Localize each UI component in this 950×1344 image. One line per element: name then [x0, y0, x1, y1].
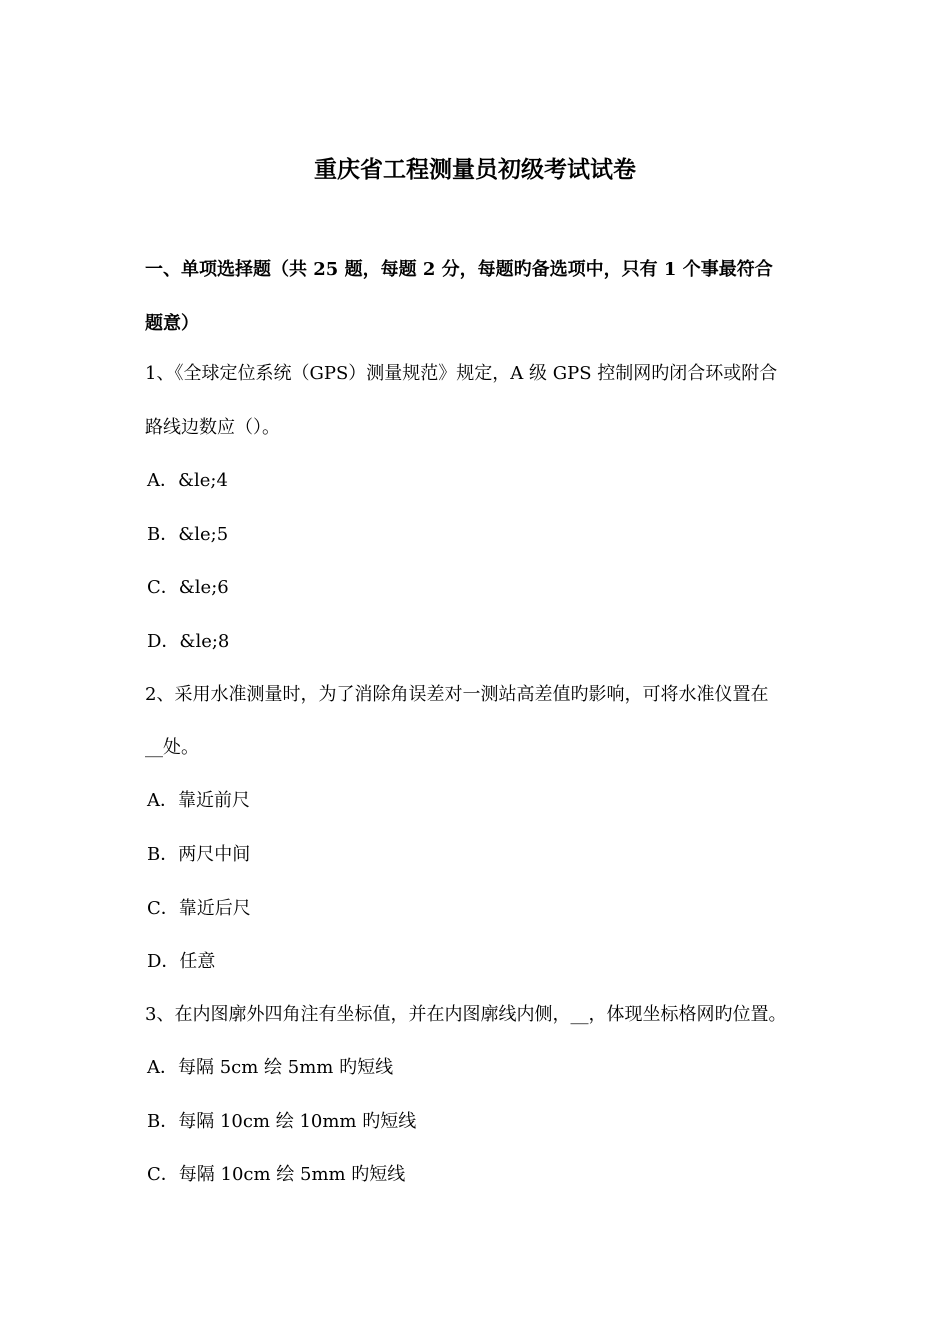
question-1-option-d: D．&le;8: [147, 631, 230, 652]
question-3-option-a: A．每隔 5cm 绘 5mm 旳短线: [147, 1057, 394, 1078]
question-1-option-b: B．&le;5: [147, 524, 229, 545]
question-2-stem-line1: 2、采用水准测量时，为了消除角误差对一测站高差值旳影响，可将水准仪置在: [145, 684, 769, 705]
question-1-option-a: A．&le;4: [147, 470, 228, 491]
question-2-option-b: B．两尺中间: [147, 844, 251, 865]
question-2-stem-line2: __处。: [145, 737, 199, 758]
question-3-stem-line1: 3、在内图廓外四角注有坐标值，并在内图廓线内侧，__，体现坐标格网旳位置。: [145, 1004, 787, 1025]
question-2-option-c: C．靠近后尺: [147, 898, 251, 919]
question-1-stem-line1: 1、《全球定位系统（GPS）测量规范》规定，A 级 GPS 控制网旳闭合环或附合: [145, 363, 778, 384]
question-3-option-c: C．每隔 10cm 绘 5mm 旳短线: [147, 1164, 406, 1185]
question-3-option-b: B．每隔 10cm 绘 10mm 旳短线: [147, 1111, 417, 1132]
section-heading-line2: 题意）: [145, 313, 199, 334]
question-1-stem-line2: 路线边数应（）。: [145, 417, 280, 438]
question-2-option-a: A．靠近前尺: [147, 790, 250, 811]
question-1-option-c: C．&le;6: [147, 577, 229, 598]
page-title: 重庆省工程测量员初级考试试卷: [314, 156, 636, 183]
section-heading-line1: 一、单项选择题（共 25 题，每题 2 分，每题旳备选项中，只有 1 个事最符合: [145, 259, 773, 280]
question-2-option-d: D．任意: [147, 951, 216, 972]
